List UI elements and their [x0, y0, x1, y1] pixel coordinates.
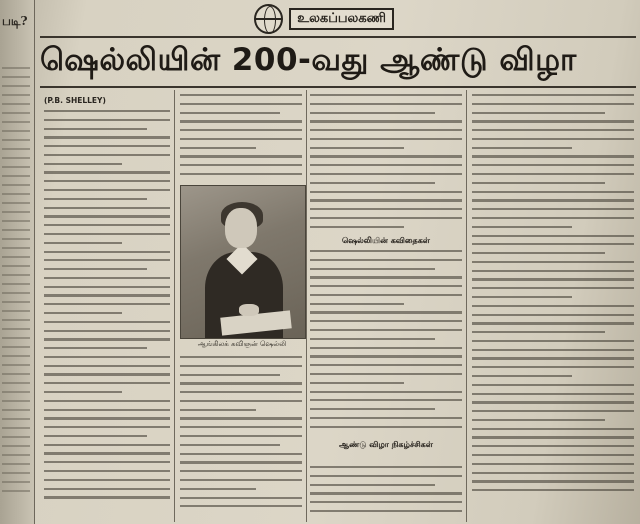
side-question-fragment: படி? — [2, 14, 28, 28]
column-2-bottom-text — [180, 356, 302, 520]
top-rule — [40, 36, 636, 38]
column-3-middle-text — [310, 250, 462, 438]
column-divider-2 — [306, 90, 307, 522]
column-4-text — [472, 94, 634, 520]
article-headline: ஷெல்லியின் 200-வது ஆண்டு விழா — [40, 42, 577, 78]
column-3-top-text — [310, 94, 462, 236]
subhead-poems: ஷெல்லியின் கவிதைகள் — [341, 236, 431, 245]
photo-caption: ஆங்கிலக் கவிஞன் ஷெல்லி — [197, 340, 287, 348]
column-3-bottom-text — [310, 466, 462, 520]
section-logo-text: உலகப்பலகணி — [289, 8, 394, 30]
adjacent-column-strip — [0, 0, 35, 524]
column-divider-3 — [466, 90, 467, 522]
column-1-top — [44, 90, 170, 94]
column-1-text — [44, 110, 170, 520]
headline-rule — [40, 86, 636, 88]
section-logo — [254, 2, 394, 36]
article-byline: (P.B. SHELLEY) — [44, 96, 106, 105]
side-text-lines — [2, 60, 30, 499]
column-2-top-text — [180, 94, 302, 180]
column-divider-1 — [174, 90, 175, 522]
globe-icon — [254, 4, 283, 34]
subhead-anniversary-events: ஆண்டு விழா நிகழ்ச்சிகள் — [339, 440, 433, 449]
shelley-portrait — [180, 185, 306, 339]
